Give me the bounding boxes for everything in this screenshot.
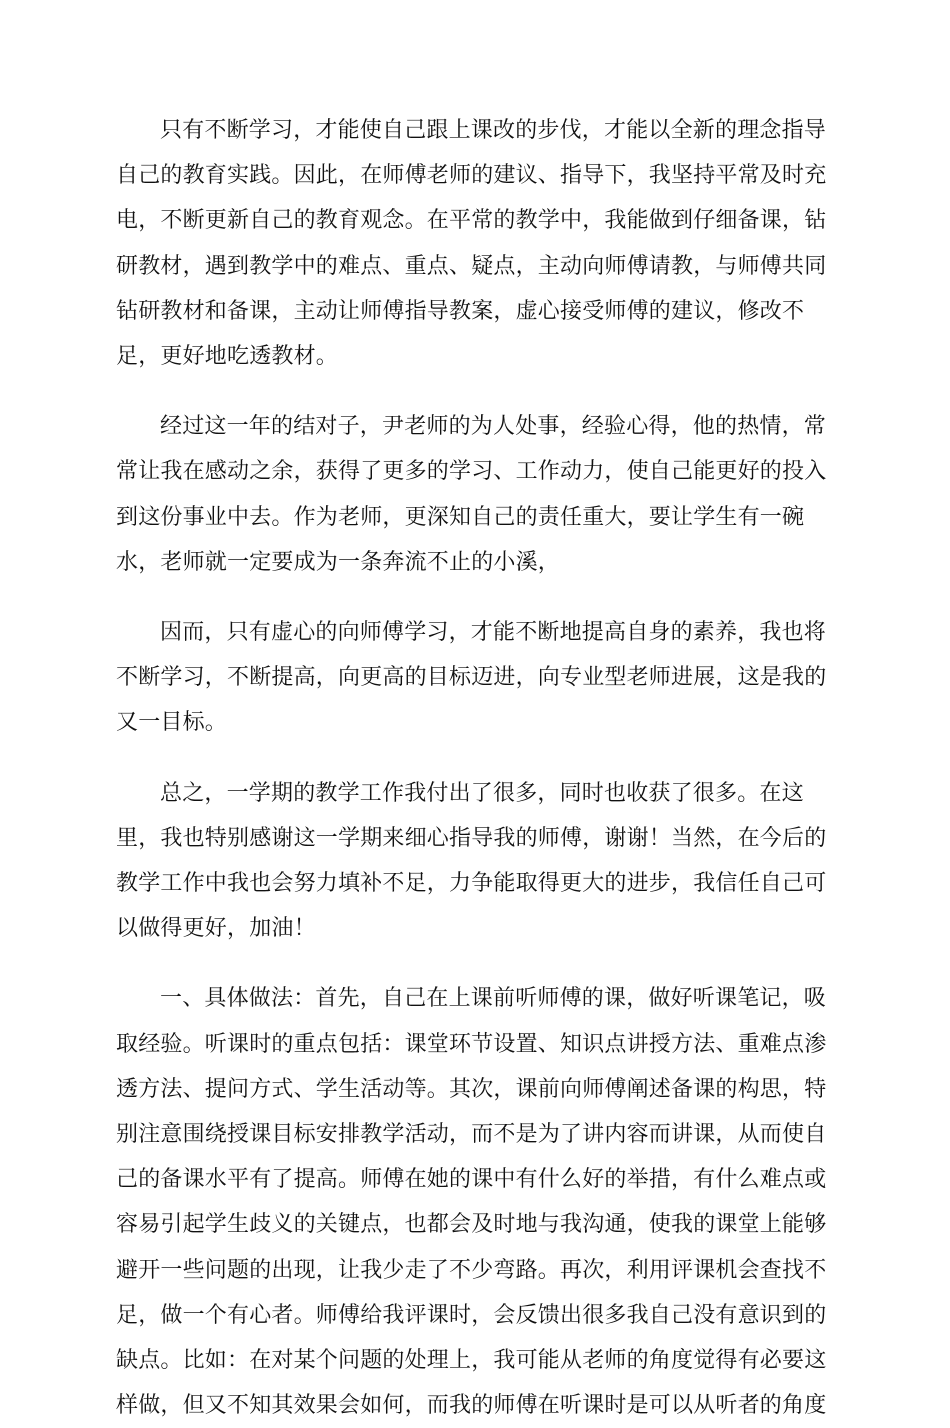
text-line: 足，更好地吃透教材。: [116, 344, 339, 370]
text-line: 到这份事业中去。作为老师，更深知自己的责任重大，要让学生有一碗: [116, 504, 805, 530]
text-line: 因而，只有虚心的向师傅学习，才能不断地提高自身的素养，我也将: [160, 620, 827, 646]
text-line: 足，做一个有心者。师傅给我评课时，会反馈出很多我自己没有意识到的: [116, 1302, 827, 1328]
text-line: 取经验。听课时的重点包括：课堂环节设置、知识点讲授方法、重难点渗: [116, 1031, 827, 1057]
text-line: 水，老师就一定要成为一条奔流不止的小溪，: [116, 549, 561, 575]
paragraph-5: [116, 976, 840, 1428]
text-line: 经过这一年的结对子，尹老师的为人处事，经验心得，他的热情，常: [160, 414, 827, 440]
text-line: 容易引起学生歧义的关键点，也都会及时地与我沟通，使我的课堂上能够: [116, 1212, 827, 1238]
paragraph-2: [116, 404, 840, 585]
text-line: 只有不断学习，才能使自己跟上课改的步伐，才能以全新的理念指导: [160, 118, 827, 143]
text-line: 一、具体做法：首先，自己在上课前听师傅的课，做好听课笔记，吸: [160, 986, 827, 1012]
text-line: 里，我也特别感谢这一学期来细心指导我的师傅，谢谢！当然，在今后的: [116, 825, 827, 851]
text-line: 己的备课水平有了提高。师傅在她的课中有什么好的举措，有什么难点或: [116, 1167, 827, 1193]
text-line: 电，不断更新自己的教育观念。在平常的教学中，我能做到仔细备课，钻: [116, 208, 827, 234]
text-line: 别注意围绕授课目标安排教学活动，而不是为了讲内容而讲课，从而使自: [116, 1122, 827, 1148]
text-line: 透方法、提问方式、学生活动等。其次，课前向师傅阐述备课的构思，特: [116, 1076, 827, 1102]
text-line: 又一目标。: [116, 710, 228, 736]
text-line: 避开一些问题的出现，让我少走了不少弯路。再次，利用评课机会查找不: [116, 1257, 827, 1283]
text-line: 样做，但又不知其效果会如何，而我的师傅在听课时是可以从听者的角度: [116, 1393, 827, 1419]
paragraph-4: [116, 771, 840, 952]
paragraph-1: [116, 108, 840, 379]
text-line: 教学工作中我也会努力填补不足，力争能取得更大的进步，我信任自己可: [116, 871, 827, 897]
text-line: 常让我在感动之余，获得了更多的学习、工作动力，使自己能更好的投入: [116, 459, 827, 485]
text-line: 钻研教材和备课，主动让师傅指导教案，虚心接受师傅的建议，修改不: [116, 298, 805, 324]
text-line: 总之，一学期的教学工作我付出了很多，同时也收获了很多。在这: [160, 780, 804, 806]
text-line: 研教材，遇到教学中的难点、重点、疑点，主动向师傅请教，与师傅共同: [116, 253, 827, 279]
paragraph-3: [116, 610, 840, 746]
text-line: 自己的教育实践。因此，在师傅老师的建议、指导下，我坚持平常及时充: [116, 163, 827, 189]
text-line: 不断学习，不断提高，向更高的目标迈进，向专业型老师进展，这是我的: [116, 665, 827, 691]
text-line: 缺点。比如：在对某个问题的处理上，我可能从老师的角度觉得有必要这: [116, 1348, 827, 1374]
document-body: [116, 108, 840, 1428]
text-line: 以做得更好，加油！: [116, 916, 316, 942]
